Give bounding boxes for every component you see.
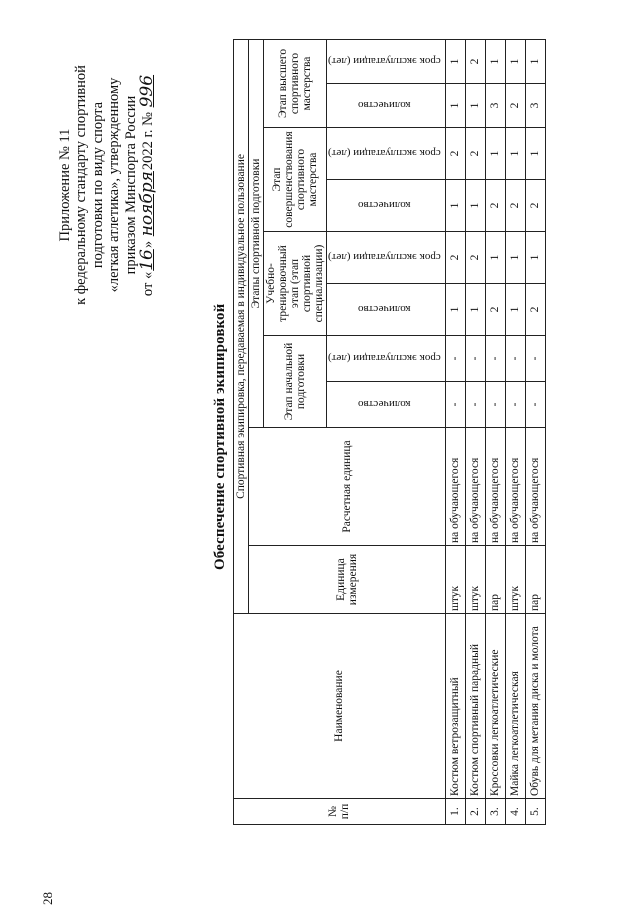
row-value: 1 — [445, 84, 465, 128]
row-value: - — [505, 382, 525, 428]
page-number: 28 — [40, 892, 55, 905]
sub-qty: количество — [327, 84, 446, 128]
row-value: 2 — [465, 128, 485, 180]
row-calc: на обучающегося — [485, 428, 505, 546]
table-row — [525, 39, 545, 824]
row-value: 3 — [525, 84, 545, 128]
row-value: - — [485, 336, 505, 382]
row-value: 1 — [505, 284, 525, 336]
row-value: - — [505, 336, 525, 382]
row-calc: на обучающегося — [445, 428, 465, 546]
row-value: 2 — [485, 284, 505, 336]
stage-3: Этап совершенствования спортивного мастерства — [264, 128, 327, 232]
row-value: 1 — [485, 128, 505, 180]
row-value: 1 — [525, 232, 545, 284]
stage-2: Учебно-тренировочный этап (этап спортивной специализации) — [264, 232, 327, 336]
row-value: 1 — [465, 84, 485, 128]
row-value: 3 — [485, 84, 505, 128]
table-row — [485, 39, 505, 824]
header-unit: Единица измерения — [249, 546, 446, 614]
header-stages: Этапы спортивной подготовки — [249, 39, 264, 427]
row-value: 1 — [505, 232, 525, 284]
row-value: 1 — [465, 284, 485, 336]
row-value: - — [465, 382, 485, 428]
sub-term: срок эксплуатации (лет) — [327, 39, 446, 83]
row-num: 2. — [465, 799, 485, 825]
row-value: 2 — [525, 284, 545, 336]
row-value: 1 — [485, 39, 505, 83]
row-value: - — [525, 382, 545, 428]
row-num: 4. — [505, 799, 525, 825]
row-value: 2 — [505, 180, 525, 232]
row-unit: штук — [465, 546, 485, 614]
table-row — [465, 39, 485, 824]
document-heading: Обеспечение спортивной экипировкой — [212, 303, 228, 570]
appendix-line-4: «легкая атлетика», утвержденному — [106, 77, 123, 293]
row-value: 1 — [465, 180, 485, 232]
row-name: Кроссовки легкоатлетические — [485, 614, 505, 799]
stage-4: Этап высшего спортивного мастерства — [264, 39, 327, 127]
row-calc: на обучающегося — [505, 428, 525, 546]
header-name: Наименование — [234, 614, 446, 799]
row-num: 3. — [485, 799, 505, 825]
sub-term: срок эксплуатации (лет) — [327, 336, 446, 382]
handwritten-day: 16 — [137, 249, 158, 271]
row-value: 1 — [445, 284, 465, 336]
row-unit: пар — [485, 546, 505, 614]
header-calc: Расчетная единица — [249, 428, 446, 546]
row-value: 1 — [485, 232, 505, 284]
row-calc: на обучающегося — [465, 428, 485, 546]
row-value: 1 — [445, 180, 465, 232]
row-value: 2 — [445, 128, 465, 180]
row-num: 5. — [525, 799, 545, 825]
row-unit: штук — [505, 546, 525, 614]
appendix-block — [57, 20, 156, 350]
row-value: 1 — [505, 39, 525, 83]
handwritten-month: ноября — [137, 171, 158, 237]
row-value: 2 — [445, 232, 465, 284]
row-name: Обувь для метания диска и молота — [525, 614, 545, 799]
header-top: Спортивная экипировка, передаваемая в индивидуальное пользование — [234, 39, 249, 613]
table-row — [505, 39, 525, 824]
row-value: 2 — [465, 39, 485, 83]
row-value: - — [445, 382, 465, 428]
row-name: Майка легкоатлетическая — [505, 614, 525, 799]
row-unit: пар — [525, 546, 545, 614]
row-value: 1 — [445, 39, 465, 83]
stage-1: Этап начальной подготовки — [264, 336, 327, 428]
sub-qty: количество — [327, 180, 446, 232]
row-name: Костюм ветрозащитный — [445, 614, 465, 799]
row-unit: штук — [445, 546, 465, 614]
date-year: 2022 г. № — [140, 112, 157, 171]
row-value: 2 — [505, 84, 525, 128]
date-mid: » — [140, 240, 157, 249]
row-value: - — [465, 336, 485, 382]
row-value: - — [525, 336, 545, 382]
appendix-line-3: подготовки по виду спорта — [89, 101, 106, 269]
appendix-line-1: Приложение № 11 — [57, 128, 73, 242]
row-value: - — [485, 382, 505, 428]
sub-term: срок эксплуатации (лет) — [327, 232, 446, 284]
row-value: 2 — [525, 180, 545, 232]
header-num: № п/п — [234, 799, 446, 825]
table-row — [445, 39, 465, 824]
row-value: 2 — [465, 232, 485, 284]
sub-qty: количество — [327, 382, 446, 428]
row-num: 1. — [445, 799, 465, 825]
handwritten-number: 996 — [137, 74, 158, 108]
row-value: 1 — [525, 39, 545, 83]
appendix-line-2: к федеральному стандарту спортивной — [73, 65, 90, 305]
equipment-table — [233, 39, 546, 825]
row-value: 2 — [485, 180, 505, 232]
row-name: Костюм спортивный парадный — [465, 614, 485, 799]
date-prefix: от « — [140, 271, 157, 297]
row-value: - — [445, 336, 465, 382]
sub-qty: количество — [327, 284, 446, 336]
row-calc: на обучающегося — [525, 428, 545, 546]
appendix-date-line — [139, 20, 156, 350]
appendix-line-5: приказом Минспорта России — [122, 95, 139, 275]
sub-term: срок эксплуатации (лет) — [327, 128, 446, 180]
row-value: 1 — [525, 128, 545, 180]
row-value: 1 — [505, 128, 525, 180]
